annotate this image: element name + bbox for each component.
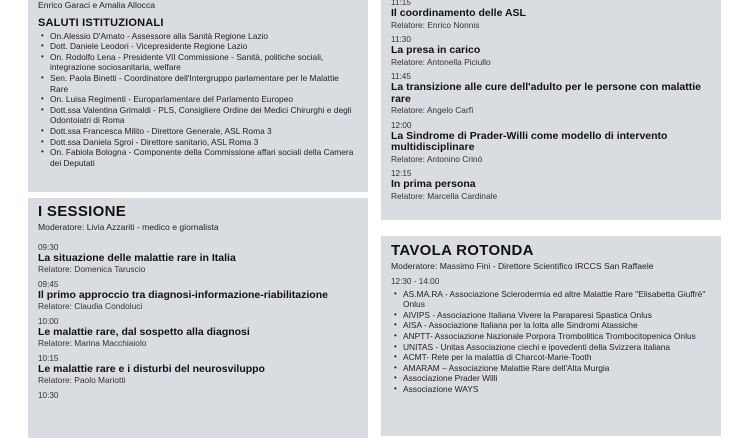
- associations-list: [391, 289, 711, 395]
- talk-item: [391, 121, 711, 165]
- talk-title: La Sindrome di Prader-Willi come modello di intervento multidisciplinare: [391, 129, 668, 153]
- list-item: • ANPTT- Associazione Nazionale Porpora Trombolitica Trombocitopenica Onlus: [391, 331, 711, 342]
- tavola-moderator: Moderatore: Massimo Fini - Direttore Scientifico IRCCS San Raffaele: [391, 261, 654, 271]
- session1-moderator: Moderatore: Livia Azzariti - medico e giornalista: [38, 222, 219, 232]
- talk-title: Il coordinamento delle ASL: [391, 7, 526, 19]
- talk-time: 10:00: [38, 316, 59, 326]
- talk-item: [38, 280, 358, 312]
- talk-speaker: Relatore: Marina Macchiaiolo: [38, 338, 147, 349]
- list-item: • Dott.ssa Francesca Milito - Direttore Generale, ASL Roma 3: [38, 126, 358, 137]
- talk-time: 09:45: [38, 279, 59, 289]
- list-item: • ACMT- Rete per la malattia di Charcot-Marie-Tooth: [391, 352, 711, 363]
- session1-panel: [28, 198, 368, 438]
- list-item: • On.Alessio D'Amato - Assessore alla Sanità Regione Lazio: [38, 31, 358, 42]
- talk-time: 10:30: [38, 390, 59, 400]
- talk-title: Il primo approccio tra diagnosi-informazione-riabilitazione: [38, 288, 328, 301]
- list-item: • AISA - Associazione Italiana per la lotta alle Sindromi Atassiche: [391, 320, 711, 331]
- talk-time: 12:00: [391, 120, 412, 130]
- talk-title: Le malattie rare, dal sospetto alla diagnosi: [38, 325, 250, 338]
- talk-title: In prima persona: [391, 178, 476, 190]
- talk-time: 09:30: [38, 242, 59, 252]
- session1-heading: I SESSIONE: [38, 203, 127, 220]
- talk-speaker: Relatore: Domenica Taruscio: [38, 264, 146, 275]
- session-continued-panel: [381, 0, 721, 220]
- talk-time: 11:30: [391, 35, 411, 44]
- list-item: • AS.MA.RA - Associazione Sclerodermia ed altre Malattie Rare "Elisabetta Giuffrè" Onlus: [391, 289, 711, 310]
- list-item: • Associazione WAYS: [391, 384, 711, 395]
- talk-item: [38, 354, 358, 386]
- list-item: • Sen. Paola Binetti - Coordinatore dell'Intergruppo parlamentare per le Malattie Rare: [38, 73, 358, 94]
- talk-speaker: Relatore: Antonino Crinò: [391, 153, 483, 164]
- list-item: • Dott.ssa Daniela Sgroi - Direttore sanitario, ASL Roma 3: [38, 137, 358, 148]
- list-item: • On. Fabiola Bologna - Componente della Commissione affari sociali della Camera dei Deputati: [38, 147, 358, 168]
- list-item: • UNITAS - Unitas Associazione ciechi e ipovedenti della Svizzera italiana: [391, 342, 711, 353]
- talk-time: 11:45: [391, 72, 411, 81]
- talk-speaker: Relatore: Antonella Piciullo: [391, 56, 491, 67]
- tavola-heading: TAVOLA ROTONDA: [391, 242, 534, 259]
- saluti-panel: [28, 0, 368, 192]
- talk-time: 10:15: [38, 353, 59, 363]
- tavola-time: 12:30 - 14:00: [391, 276, 440, 286]
- talk-title: La transizione alle cure dell'adulto per le persone con malattie rare: [391, 81, 702, 105]
- talk-item: [391, 72, 711, 116]
- talk-item: [391, 169, 711, 201]
- list-item: • Dott. Daniele Leodori - Vicepresidente Regione Lazio: [38, 41, 358, 52]
- intro-names: Enrico Garaci e Amalia Allocca: [38, 0, 156, 10]
- saluti-list: [38, 31, 358, 169]
- talk-speaker: Relatore: Angelo Carfì: [391, 105, 474, 115]
- talk-title: La situazione delle malattie rare in Italia: [38, 251, 236, 264]
- talk-item: [391, 0, 711, 30]
- talk-speaker: Relatore: Marcella Cardinale: [391, 190, 498, 201]
- tavola-rotonda-panel: [381, 236, 721, 436]
- talk-title: Le malattie rare e i disturbi del neurosviluppo: [38, 362, 265, 375]
- talk-item: [38, 391, 358, 401]
- saluti-heading: SALUTI ISTITUZIONALI: [38, 16, 164, 29]
- talk-speaker: Relatore: Paolo Mariotti: [38, 375, 126, 386]
- list-item: • Dott.ssa Valentina Grimaldi - PLS, Consigliere Ordine dei Medici Chirurghi e degli Odontoiatri di Roma: [38, 105, 358, 126]
- list-item: • On. Rodolfo Lena - Presidente VII Commissione - Sanità, politiche sociali, integrazione sociosanitaria, welfare: [38, 52, 358, 73]
- list-item: • On. Luisa Regimenti - Europarlamentare del Parlamento Europeo: [38, 94, 358, 105]
- talk-time: 12:15: [391, 169, 412, 178]
- talk-item: [391, 35, 711, 67]
- list-item: • Associazione Prader Willi: [391, 373, 711, 384]
- talk-item: [38, 243, 358, 275]
- talk-title: La presa in carico: [391, 44, 481, 56]
- talk-item: [38, 317, 358, 349]
- list-item: • AMARAM – Associazione Malattie Rare dell'Alta Murgia: [391, 363, 711, 374]
- talk-time: 11:15: [391, 0, 411, 7]
- talk-speaker: Relatore: Enrico Nonnis: [391, 19, 480, 30]
- list-item: • AIVIPS - Associazione Italiana Vivere la Paraparesi Spastica Onlus: [391, 310, 711, 321]
- talk-speaker: Relatore: Claudia Condoluci: [38, 301, 143, 312]
